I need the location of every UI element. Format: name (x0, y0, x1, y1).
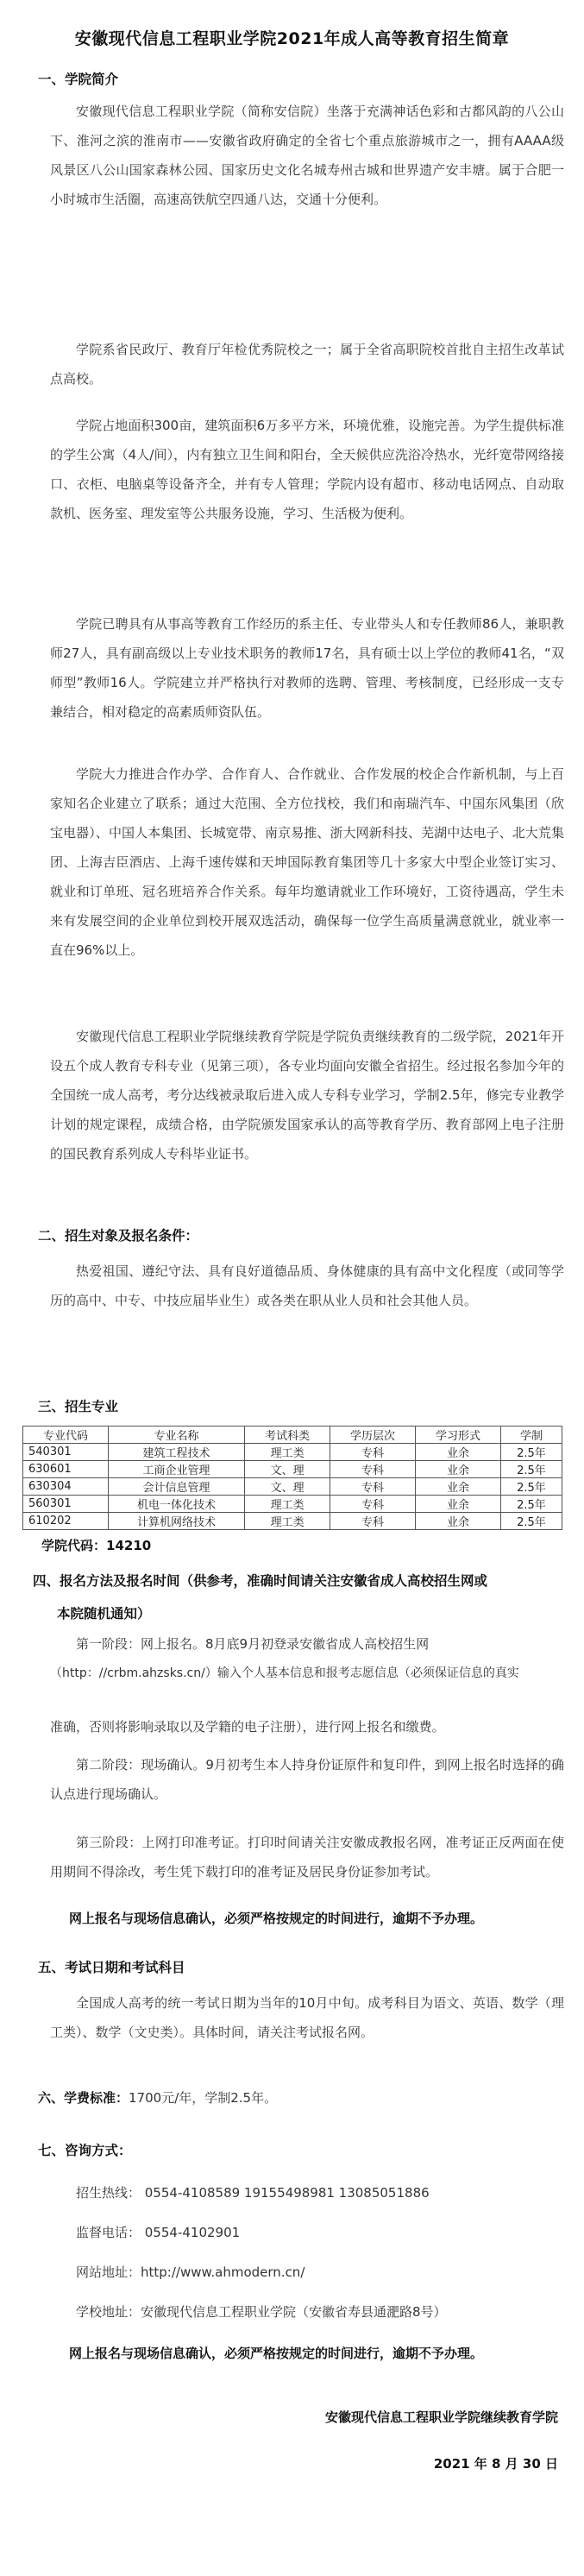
footer-deadline-note: 网上报名与现场信息确认，必须严格按规定的时间进行，逾期不予办理。 (69, 2346, 484, 2361)
major-code: 540301 (23, 1444, 109, 1461)
section-heading-contact: 七、咨询方式： (38, 2143, 132, 2158)
study-mode: 业余 (416, 1444, 501, 1461)
eligibility-text: 热爱祖国、遵纪守法、具有良好道德品质、身体健康的具有高中文化程度（或同等学历的高中、中专、中技应届毕业生）或各类在职从业人员和社会其他人员。 (50, 1263, 564, 1308)
table-header-row (23, 1427, 562, 1444)
table-row (23, 1461, 562, 1478)
study-duration: 2.5年 (500, 1478, 562, 1496)
major-name: 建筑工程技术 (108, 1444, 244, 1461)
fee-text: 1700元/年，学制2.5年。 (129, 2090, 278, 2106)
study-duration: 2.5年 (500, 1461, 562, 1478)
table-row (23, 1444, 562, 1461)
registration-stage-1: 第一阶段：网上报名。8月底9月初登录安徽省成人高校招生网 (76, 1636, 430, 1652)
contact-hotline: 招生热线： 0554-4108589 19155498981 13085051886 (76, 2185, 430, 2201)
study-mode: 业余 (416, 1496, 501, 1513)
section-heading-exam: 五、考试日期和考试科目 (38, 1960, 185, 1975)
exam-text: 全国成人高考的统一考试日期为当年的10月中旬。成考科目为语文、英语、数学（理工类）、数学（文史类）。具体时间，请关注考试报名网。 (50, 1995, 564, 2040)
column-header: 学制 (500, 1427, 562, 1444)
intro-paragraph-4: 学院已聘具有从事高等教育工作经历的系主任、专业带头人和专任教师86人，兼职教师27人，具有副高级以上专业技术职务的教师17名，具有硕士以上学位的教师41名，“双师型”教师16人。学院建立并严格执行对教师的选聘、管理、考核制度，已经形成一支专兼结合，相对稳定的高素质师资队伍。 (50, 616, 564, 720)
registration-stage-1-url: （http：//crbm.ahzsks.cn/）输入个人基本信息和报考志愿信息（必须保证信息的真实 (50, 1666, 519, 1680)
column-header: 专业代码 (23, 1427, 109, 1444)
intro-paragraph-2: 学院系省民政厅、教育厅年检优秀院校之一；属于全省高职院校首批自主招生改革试点高校。 (50, 342, 564, 387)
table-row (23, 1496, 562, 1513)
registration-deadline-note: 网上报名与现场信息确认，必须严格按规定的时间进行，逾期不予办理。 (69, 1911, 484, 1926)
study-mode: 业余 (416, 1478, 501, 1496)
fee-line (38, 2088, 277, 2107)
study-duration: 2.5年 (500, 1444, 562, 1461)
contact-address: 学校地址：安徽现代信息工程职业学院（安徽省寿县通淝路8号） (76, 2304, 447, 2320)
degree-level: 专科 (330, 1513, 416, 1530)
intro-paragraph-1: 安徽现代信息工程职业学院（简称安信院）坐落于充满神话色彩和古都风韵的八公山下、淮河之滨的淮南市——安徽省政府确定的全省七个重点旅游城市之一，拥有AAAA级风景区八公山国家森林公园、国家历史文化名城寿州古城和世界遗产安丰塘。属于合肥一小时城市生活圈，高速高铁航空四通八达，交通十分便利。 (50, 104, 564, 207)
major-name: 会计信息管理 (108, 1478, 244, 1496)
column-header: 考试科类 (245, 1427, 330, 1444)
major-code: 560301 (23, 1496, 109, 1513)
contact-website: 网站地址：http://www.ahmodern.cn/ (76, 2264, 305, 2280)
major-name: 工商企业管理 (108, 1461, 244, 1478)
section-heading-majors: 三、招生专业 (38, 1399, 119, 1414)
degree-level: 专科 (330, 1444, 416, 1461)
table-row (23, 1478, 562, 1496)
study-mode: 业余 (416, 1461, 501, 1478)
major-code: 630304 (23, 1478, 109, 1496)
intro-paragraph-6: 安徽现代信息工程职业学院继续教育学院是学院负责继续教育的二级学院，2021年开设五个成人教育专科专业（见第三项），各专业均面向安徽全省招生。经过报名参加今年的全国统一成人高考，考分达线被录取后进入成人专科专业学习，学制2.5年，修完专业教学计划的规定课程，成绩合格，由学院颁发国家承认的高等教育学历、教育部网上电子注册的国民教育系列成人专科毕业证书。 (50, 1029, 564, 1162)
intro-paragraph-5: 学院大力推进合作办学、合作育人、合作就业、合作发展的校企合作新机制，与上百家知名企业建立了联系；通过大范围、全方位找校，我们和南瑞汽车、中国东风集团（欣宝电器）、中国人本集团、长城宽带、南京易推、浙大网新科技、芜湖中达电子、北大荒集团、上海吉臣酒店、上海千速传媒和天坤国际教育集团等几十多家大中型企业签订实习、就业和订单班、冠名班培养合作关系。每年均邀请就业工作环境好，工资待遇高，学生未来有发展空间的企业单位到校开展双选活动，确保每一位学生高质量满意就业，就业率一直在96%以上。 (50, 766, 564, 958)
exam-category: 理工类 (245, 1513, 330, 1530)
intro-paragraph-3: 学院占地面积300亩，建筑面积6万多平方米，环境优雅，设施完善。为学生提供标准的学生公寓（4人/间），内有独立卫生间和阳台，全天候供应洗浴冷热水，光纤宽带网络接口、衣柜、电脑桌等设备齐全，并有专人管理；学院内设有超市、移动电话网点、自动取款机、医务室、理发室等公共服务设施，学习、生活极为便利。 (50, 418, 564, 521)
major-name: 机电一体化技术 (108, 1496, 244, 1513)
registration-stage-1-note: 准确，否则将影响录取以及学籍的电子注册），进行网上报名和缴费。 (50, 1719, 445, 1735)
section-heading-registration-cont: 本院随机通知） (57, 1606, 151, 1622)
column-header: 学历层次 (330, 1427, 416, 1444)
section-heading-intro: 一、学院简介 (38, 72, 119, 87)
signature-org: 安徽现代信息工程职业学院继续教育学院 (324, 2409, 558, 2425)
exam-category: 文、理 (245, 1478, 330, 1496)
degree-level: 专科 (330, 1478, 416, 1496)
school-code (41, 1536, 151, 1554)
section-heading-fee: 六、学费标准： (38, 2090, 129, 2106)
school-code-label: 学院代码： (41, 1538, 107, 1553)
column-header: 学习形式 (416, 1427, 501, 1444)
contact-supervise-phone: 监督电话： 0554-4102901 (76, 2225, 241, 2240)
degree-level: 专科 (330, 1461, 416, 1478)
majors-table (22, 1426, 562, 1530)
signature-date: 2021 年 8 月 30 日 (433, 2456, 558, 2472)
exam-category: 文、理 (245, 1461, 330, 1478)
table-row (23, 1513, 562, 1530)
exam-category: 理工类 (245, 1444, 330, 1461)
registration-stage-3: 第三阶段：上网打印准考证。打印时间请关注安徽成教报名网，准考证正反两面在使用期间不得涂改，考生凭下载打印的准考证及居民身份证参加考试。 (50, 1835, 564, 1880)
section-heading-eligibility: 二、招生对象及报名条件： (38, 1228, 199, 1244)
section-heading-registration: 四、报名方法及报名时间（供参考，准确时间请关注安徽省成人高校招生网或 (33, 1573, 488, 1589)
school-code-value: 14210 (106, 1538, 152, 1553)
major-code: 610202 (23, 1513, 109, 1530)
study-duration: 2.5年 (500, 1513, 562, 1530)
study-mode: 业余 (416, 1513, 501, 1530)
column-header: 专业名称 (108, 1427, 244, 1444)
study-duration: 2.5年 (500, 1496, 562, 1513)
major-code: 630601 (23, 1461, 109, 1478)
major-name: 计算机网络技术 (108, 1513, 244, 1530)
exam-category: 理工类 (245, 1496, 330, 1513)
degree-level: 专科 (330, 1496, 416, 1513)
page-title: 安徽现代信息工程职业学院2021年成人高等教育招生简章 (74, 29, 510, 48)
registration-stage-2: 第二阶段：现场确认。9月初考生本人持身份证原件和复印件，到网上报名时选择的确认点进行现场确认。 (50, 1757, 564, 1802)
